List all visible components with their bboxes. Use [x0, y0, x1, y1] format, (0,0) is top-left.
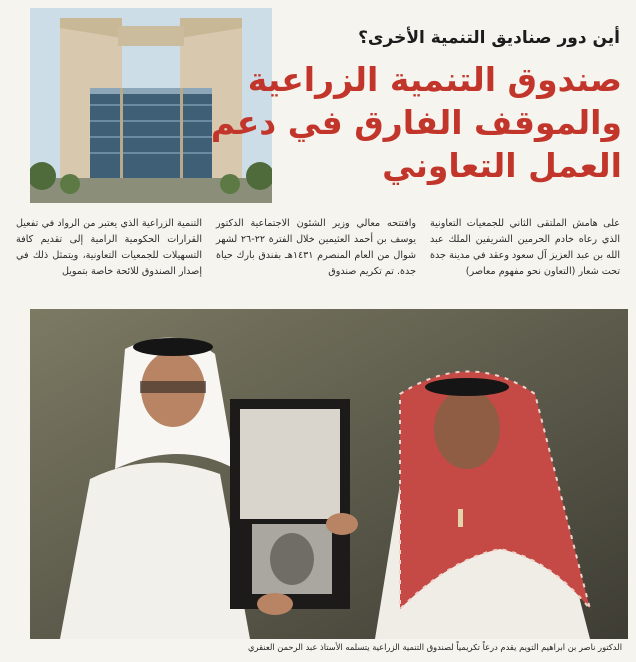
photo-caption: الدكتور ناصر بن ابراهيم التويم يقدم درعاً تكريمياً لصندوق التنمية الزراعية يتسلمه الأستاذ عبد الرحمن العنقري	[248, 642, 622, 652]
article-headline	[210, 58, 622, 187]
award-ceremony-photo	[30, 309, 628, 639]
body-column-3: التنمية الزراعية الذي يعتبر من الرواد في تفعيل القرارات الحكومية الرامية إلى تقديم كافة التسهيلات للجمعيات التعاونية، ويتمثل ذلك في إصدار الصندوق للائحة خاصة بتمويل	[16, 218, 202, 277]
article-kicker: أين دور صناديق التنمية الأخرى؟	[358, 28, 620, 48]
body-column-2: وافتتحه معالي وزير الشئون الاجتماعية الدكتور يوسف بن أحمد العثيمين خلال الفترة ٢٢-٢٦ لشهر شوال من العام المنصرم ١٤٣١هـ بفندق بارك حياة جدة. تم تكريم صندوق	[216, 218, 417, 277]
body-column-1: على هامش الملتقى الثاني للجمعيات التعاونية الذي رعاه خادم الحرمين الشريفين الملك عبد الله بن عبد العزيز آل سعود وعقد في مدينة جدة تحت شعار (التعاون نحو مفهوم معاصر)	[430, 218, 620, 277]
headline-line-1: صندوق التنمية الزراعية	[247, 60, 622, 99]
headline-line-3: العمل التعاوني	[382, 146, 622, 185]
headline-line-2: والموقف الفارق في دعم	[210, 103, 622, 142]
